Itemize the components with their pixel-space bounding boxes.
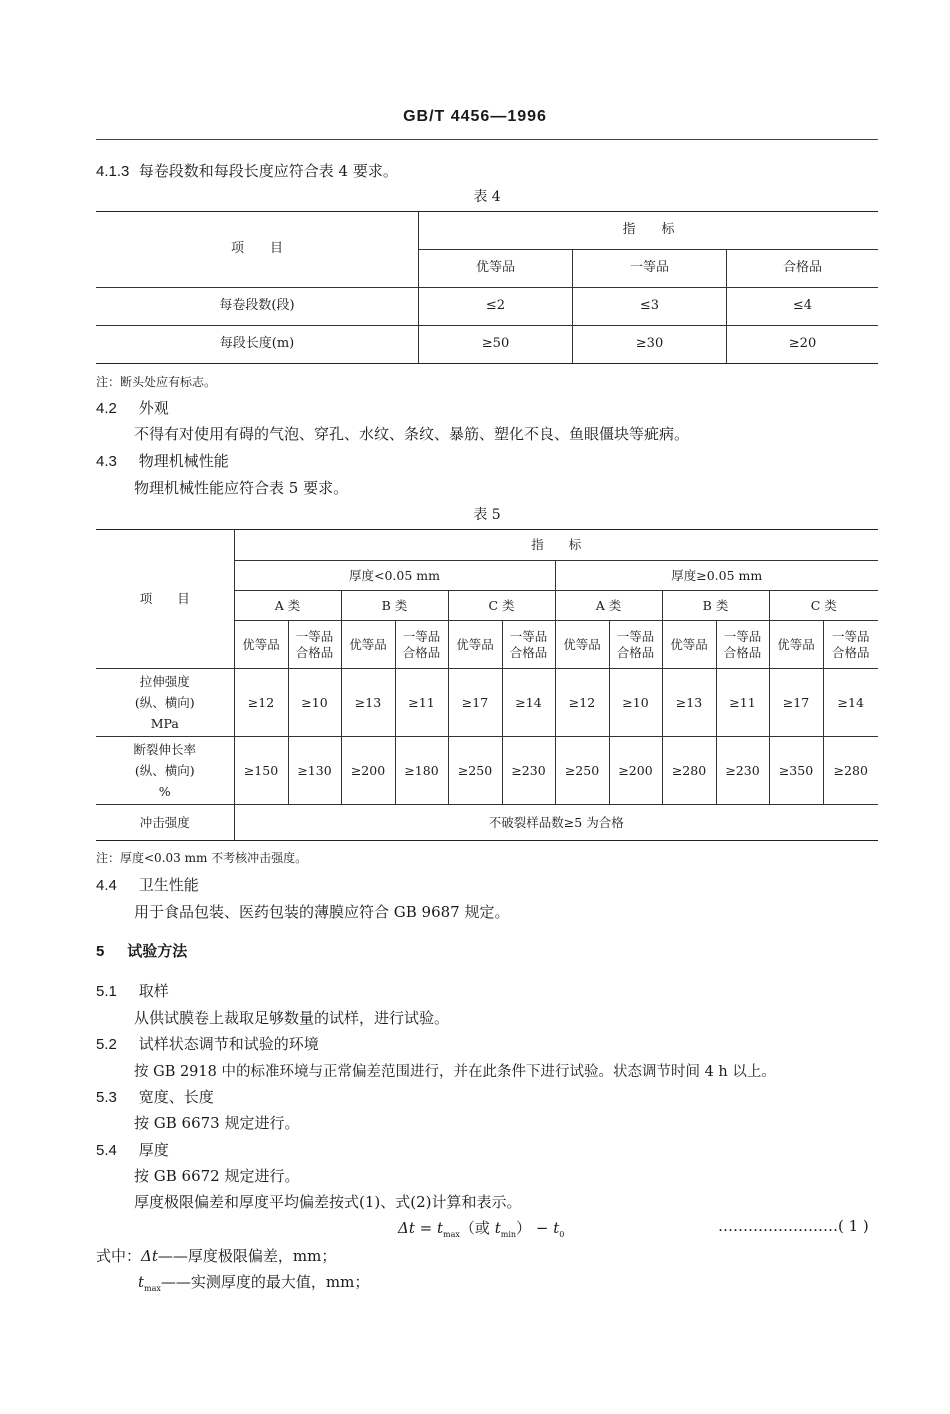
section-number: 5.2	[96, 1036, 117, 1053]
formula-subscript: max	[144, 1284, 161, 1293]
table5-cell: ≥250	[448, 737, 502, 805]
table5-cell: ≥11	[395, 669, 448, 737]
table4-grade-header: 优等品	[419, 250, 573, 288]
table4-grade-header: 合格品	[727, 250, 879, 288]
section-number: 4.4	[96, 877, 117, 894]
formula-operator: =	[419, 1219, 433, 1237]
table4-cell: ≤2	[419, 288, 573, 326]
where-definition: ——实测厚度的最大值，mm；	[160, 1273, 370, 1291]
table5-cell: ≥12	[555, 669, 609, 737]
section-4-2-text: 不得有对使用有碍的气泡、穿孔、水纹、条纹、暴筋、塑化不良、鱼眼僵块等疵病。	[134, 425, 690, 443]
table5-grade-header: 优等品	[234, 621, 288, 669]
table5-note: 注：厚度<0.03 mm 不考核冲击强度。	[96, 851, 308, 865]
table4-caption: 表 4	[473, 189, 501, 205]
table5-cell: ≥250	[555, 737, 609, 805]
section-title: 试样状态调节和试验的环境	[138, 1035, 319, 1053]
table5-grade-header: 一等品 合格品	[502, 621, 555, 669]
table5-class-header: B 类	[662, 591, 769, 621]
table5-caption: 表 5	[473, 507, 501, 523]
section-5-4-text-1: 按 GB 6672 规定进行。	[134, 1167, 300, 1185]
table5-grade-header: 优等品	[448, 621, 502, 669]
section-number: 5.3	[96, 1089, 117, 1106]
section-5-4-text-2: 厚度极限偏差和厚度平均偏差按式(1)、式(2)计算和表示。	[134, 1193, 522, 1211]
table5-row-elongation	[96, 737, 878, 805]
section-5-2-text: 按 GB 2918 中的标准环境与正常偏差范围进行，并在此条件下进行试验。状态调节时间 4 h 以上。	[134, 1064, 776, 1080]
where-prefix: 式中：	[96, 1247, 142, 1265]
table4-cell: ≤3	[573, 288, 727, 326]
formula-number	[718, 1217, 869, 1235]
section-5	[96, 940, 187, 961]
table5-cell: ≥230	[502, 737, 555, 805]
table5-row-tensile	[96, 669, 878, 737]
section-number: 5.1	[96, 983, 117, 1000]
section-number: 5.4	[96, 1142, 117, 1159]
formula-symbol: t	[138, 1273, 145, 1291]
table4-row	[96, 288, 878, 326]
section-5-1-text: 从供试膜卷上裁取足够数量的试样，进行试验。	[134, 1009, 450, 1027]
table5-grade-header: 一等品 合格品	[716, 621, 769, 669]
section-5-4	[96, 1139, 169, 1160]
formula-symbol: Δt	[141, 1247, 158, 1265]
table5-indicator-header: 指 标	[234, 530, 878, 561]
table4	[96, 211, 878, 364]
table4-indicator-header: 指 标	[419, 212, 879, 250]
table5-grade-header: 优等品	[769, 621, 823, 669]
table5-cell: ≥14	[823, 669, 878, 737]
section-4-1-3	[96, 160, 398, 181]
section-title: 宽度、长度	[138, 1088, 214, 1106]
table4-row-label: 每段长度(m)	[96, 326, 419, 364]
section-5-2	[96, 1033, 319, 1054]
formula-symbol: Δt	[398, 1219, 415, 1237]
where-line-2	[138, 1271, 369, 1293]
table4-grade-header: 一等品	[573, 250, 727, 288]
table5-cell: ≥280	[823, 737, 878, 805]
table5-cell: ≥280	[662, 737, 716, 805]
formula-text: （或	[459, 1219, 495, 1237]
section-title: 取样	[138, 982, 169, 1000]
section-number: 4.1.3	[96, 163, 130, 180]
section-text: 每卷段数和每段长度应符合表 4 要求。	[138, 162, 398, 180]
table5-row-label: 拉伸强度 (纵、横向) MPa	[96, 669, 234, 737]
table5-cell: ≥11	[716, 669, 769, 737]
table5-class-header: A 类	[234, 591, 341, 621]
table4-row-label: 每卷段数(段)	[96, 288, 419, 326]
table5-grade-header: 一等品 合格品	[823, 621, 878, 669]
table5-grade-header: 优等品	[662, 621, 716, 669]
table4-note: 注：断头处应有标志。	[96, 375, 217, 389]
where-line-1	[96, 1245, 336, 1266]
table5	[96, 529, 878, 841]
section-number: 4.2	[96, 400, 117, 417]
table5-row-impact	[96, 805, 878, 841]
header-rule	[96, 139, 878, 140]
formula-symbol: t	[553, 1219, 560, 1237]
table5-cell: ≥13	[662, 669, 716, 737]
section-4-3-text: 物理机械性能应符合表 5 要求。	[134, 479, 349, 497]
formula-leader: ……………………	[718, 1217, 838, 1235]
table5-cell: ≥130	[288, 737, 341, 805]
table5-class-header: C 类	[448, 591, 555, 621]
table5-cell-impact: 不破裂样品数≥5 为合格	[234, 805, 878, 841]
section-4-4-text: 用于食品包装、医药包装的薄膜应符合 GB 9687 规定。	[134, 903, 510, 921]
table5-cell: ≥17	[448, 669, 502, 737]
table5-cell: ≥350	[769, 737, 823, 805]
table5-cell: ≥10	[288, 669, 341, 737]
table4-cell: ≥30	[573, 326, 727, 364]
table4-cell: ≤4	[727, 288, 879, 326]
table5-row-label: 冲击强度	[96, 805, 234, 841]
table5-cell: ≥13	[341, 669, 395, 737]
table5-grade-header: 一等品 合格品	[609, 621, 662, 669]
table5-grade-header: 优等品	[555, 621, 609, 669]
section-5-3	[96, 1086, 214, 1107]
table5-grade-header: 一等品 合格品	[395, 621, 448, 669]
table5-row-label: 断裂伸长率 (纵、横向) %	[96, 737, 234, 805]
section-5-3-text: 按 GB 6673 规定进行。	[134, 1114, 300, 1132]
table5-class-header: A 类	[555, 591, 662, 621]
formula-subscript: 0	[559, 1230, 565, 1239]
table4-row	[96, 326, 878, 364]
table5-thickness-header: 厚度<0.05 mm	[234, 561, 555, 591]
formula-operator: −	[535, 1219, 549, 1237]
table5-thickness-header: 厚度≥0.05 mm	[555, 561, 878, 591]
table4-cell: ≥50	[419, 326, 573, 364]
table5-item-header: 项 目	[96, 530, 234, 669]
section-title: 物理机械性能	[138, 452, 229, 470]
where-definition: ——厚度极限偏差，mm；	[157, 1247, 337, 1265]
table5-class-header: B 类	[341, 591, 448, 621]
section-5-1	[96, 980, 169, 1001]
table4-item-header: 项 目	[96, 212, 419, 288]
section-4-2	[96, 397, 169, 418]
formula-symbol: t	[494, 1219, 501, 1237]
formula-text: ）	[516, 1219, 532, 1237]
table5-cell: ≥150	[234, 737, 288, 805]
table5-cell: ≥10	[609, 669, 662, 737]
table5-cell: ≥200	[609, 737, 662, 805]
page-header: GB/T 4456—1996	[403, 108, 547, 125]
section-number: 5	[96, 943, 105, 960]
formula-subscript: min	[500, 1230, 517, 1239]
table5-grade-header: 优等品	[341, 621, 395, 669]
section-title: 试验方法	[127, 942, 188, 960]
section-title: 厚度	[138, 1141, 169, 1159]
table5-cell: ≥230	[716, 737, 769, 805]
table5-class-header: C 类	[769, 591, 878, 621]
table5-cell: ≥12	[234, 669, 288, 737]
section-title: 卫生性能	[138, 876, 199, 894]
section-4-3	[96, 450, 229, 471]
table5-cell: ≥180	[395, 737, 448, 805]
table5-cell: ≥17	[769, 669, 823, 737]
formula-subscript: max	[443, 1230, 460, 1239]
table5-cell: ≥14	[502, 669, 555, 737]
table5-cell: ≥200	[341, 737, 395, 805]
section-4-4	[96, 874, 199, 895]
table4-cell: ≥20	[727, 326, 879, 364]
formula-label: ( 1 )	[838, 1217, 869, 1235]
formula-1	[398, 1217, 564, 1239]
table5-grade-header: 一等品 合格品	[288, 621, 341, 669]
formula-symbol: t	[437, 1219, 444, 1237]
section-title: 外观	[138, 399, 169, 417]
section-number: 4.3	[96, 453, 117, 470]
